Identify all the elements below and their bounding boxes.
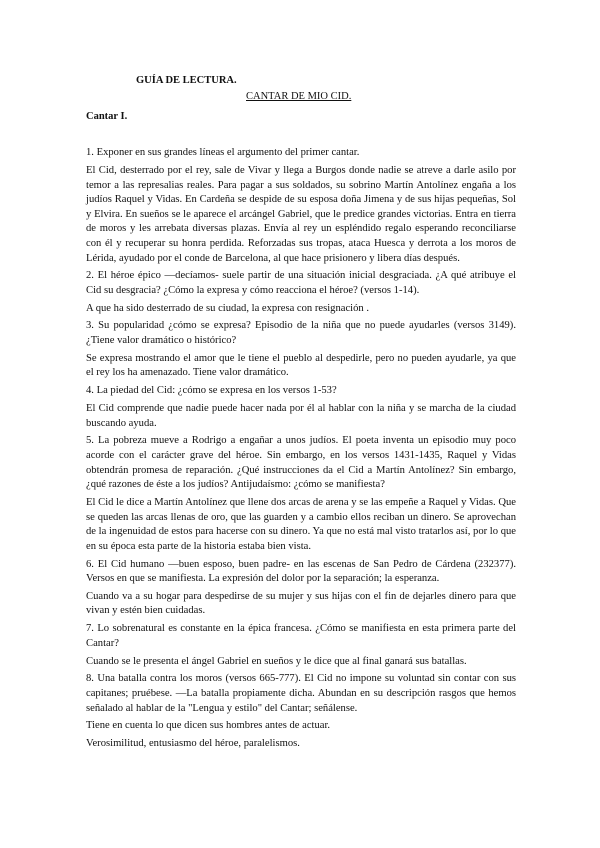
document-body (86, 146, 516, 755)
answer-3: Se expresa mostrando el amor que le tiene el pueblo al despedirle, pero no pueden ayudarle, ya que el rey los ha amenazado. Tiene valor dramático. (86, 352, 516, 379)
question-2: 2. El héroe épico —decíamos- suele partir de una situación inicial desgraciada. ¿A qué atribuye el Cid su desgracia? ¿Cómo la expresa y cómo reacciona el héroe? (versos 1-14). (86, 270, 516, 296)
answer-6: Cuando va a su hogar para despedirse de su mujer y sus hijas con el fin de dejarles dinero para que vivan y estén bien cuidadas. (86, 590, 516, 617)
answer-8a: Tiene en cuenta lo que dicen sus hombres antes de actuar. (86, 720, 331, 732)
question-1: 1. Exponer en sus grandes líneas el argumento del primer cantar. (86, 147, 360, 158)
document-title: CANTAR DE MIO CID. (246, 91, 352, 102)
question-5: 5. La pobreza mueve a Rodrigo a engañar a unos judíos. El poeta inventa un episodio muy poco acorde con el carácter grave del héroe. Sin embargo, en los versos 1431-1435, Raquel y Vidas obtendrán promesa de reparación. ¿Qué instrucciones da el Cid a Martín Antolínez? Sin embargo, ¿qué razones de éste a los judíos? Antijudaísmo: ¿cómo se manifiesta? (86, 435, 516, 491)
answer-4: El Cid comprende que nadie puede hacer nada por él al hablar con la niña y se marcha de la ciudad buscando ayuda. (86, 403, 516, 429)
answer-5: El Cid le dice a Martín Antolínez que llene dos arcas de arena y se las empeñe a Raquel y Vidas. Que se queden las arcas llenas de oro, que las guarden y a cambio ellos reciban un dinero. Se aprovechan de la ingenuidad de estos para hacerse con su dinero. Ya que no está mal visto tratarlos así, por lo que en su época esta parte de la historia estaba bien vista. (86, 496, 516, 552)
answer-7: Cuando se le presenta el ángel Gabriel en sueños y le dice que al final ganará sus batallas. (86, 655, 467, 667)
question-4: 4. La piedad del Cid: ¿cómo se expresa en los versos 1-53? (86, 385, 337, 397)
question-6: 6. El Cid humano —buen esposo, buen padre- en las escenas de San Pedro de Cárdena (232377). Versos en que se manifiesta. La expresión del dolor por la separación; la esperanza. (86, 558, 516, 585)
answer-1: El Cid, desterrado por el rey, sale de Vivar y llega a Burgos donde nadie se atreve a darle asilo por temor a las represalias reales. Para pagar a sus soldados, su sobrino Martín Antolínez engaña a los judíos Raquel y Vidas. En Cardeña se despide de su esposa doña Jimena y de sus hijas pequeñas, Sol y Elvira. En sueños se le aparece el arcángel Gabriel, que le predice grandes victorias. Entra en tierra de moros y les arrebata diversas plazas. Envía al rey un espléndido regalo esperando reconciliarse con él y recuperar su honra perdida. Reforzadas sus tropas, ataca Huesca y derrota a los moros de Lérida, ayudado por el conde de Barcelona, al que hace prisionero y libera días después. (86, 164, 516, 264)
question-8: 8. Una batalla contra los moros (versos 665-777). El Cid no impone su voluntad sin contar con sus capitanes; pruébese. —La batalla propiamente dicha. Abundan en su descripción rasgos que hemos señalado al hablar de la "Lengua y estilo" del Cantar; señálense. (86, 673, 516, 714)
question-7: 7. Lo sobrenatural es constante en la épica francesa. ¿Cómo se manifiesta en esta primera parte del Cantar? (86, 623, 516, 649)
section-heading: Cantar I. (86, 111, 128, 122)
answer-2: A que ha sido desterrado de su ciudad, la expresa con resignación . (86, 302, 369, 314)
answer-8b: Verosimilitud, entusiasmo del héroe, paralelismos. (86, 738, 300, 750)
question-3: 3. Su popularidad ¿cómo se expresa? Episodio de la niña que no puede ayudarles (versos 3149). ¿Tiene valor dramático o histórico? (86, 320, 516, 347)
guide-heading: GUÍA DE LECTURA. (136, 75, 237, 86)
